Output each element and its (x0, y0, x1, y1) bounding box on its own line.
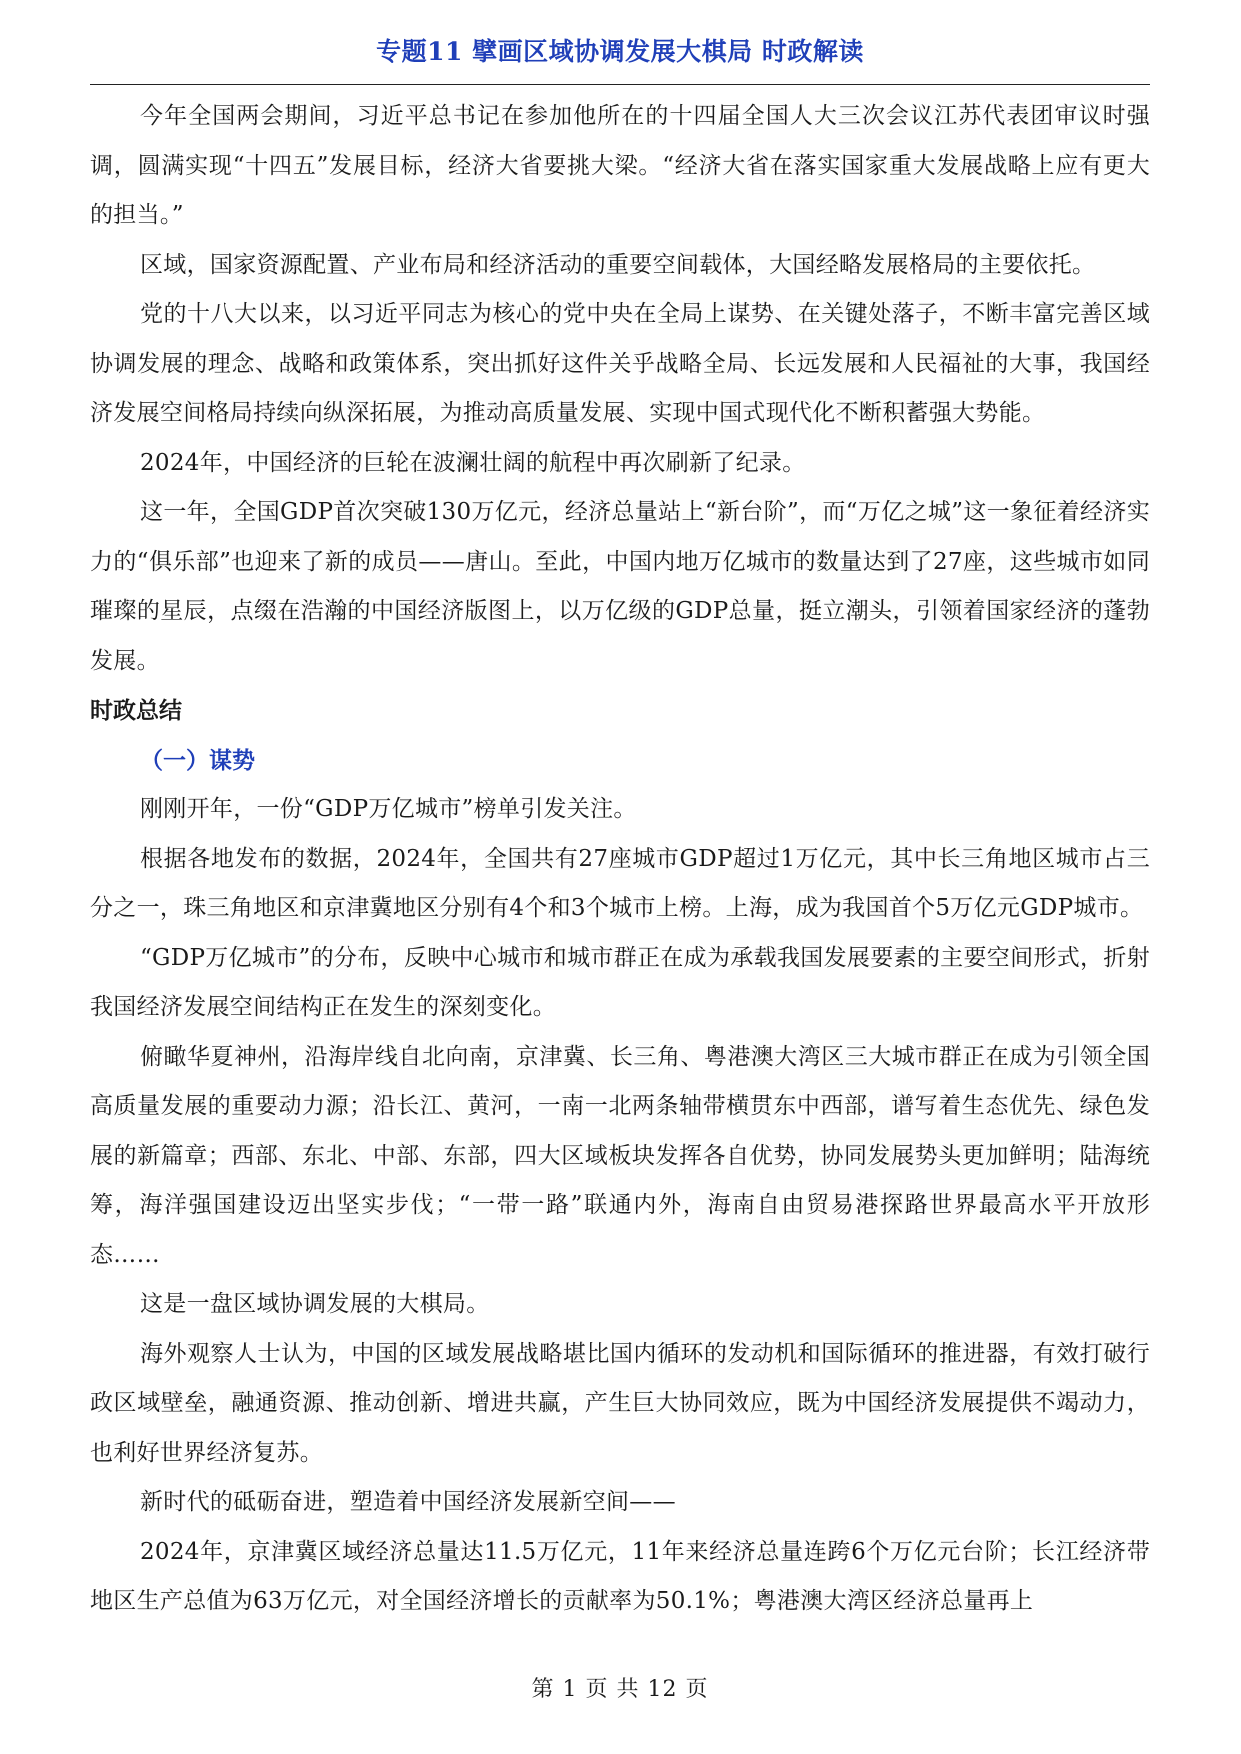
intro-paragraph-5: 这一年，全国GDP首次突破130万亿元，经济总量站上“新台阶”，而“万亿之城”这一象征着经济实力的“俱乐部”也迎来了新的成员——唐山。至此，中国内地万亿城市的数量达到了27座，这些城市如同璀璨的星辰，点缀在浩瀚的中国经济版图上，以万亿级的GDP总量，挺立潮头，引领着国家经济的蓬勃发展。 (90, 499, 1150, 674)
section-paragraph-7: 新时代的砥砺奋进，塑造着中国经济发展新空间—— (140, 1489, 676, 1515)
intro-paragraph-4: 2024年，中国经济的巨轮在波澜壮阔的航程中再次刷新了纪录。 (140, 449, 806, 476)
section-paragraph-2: 根据各地发布的数据，2024年，全国共有27座城市GDP超过1万亿元，其中长三角地区城市占三分之一，珠三角地区和京津冀地区分别有4个和3个城市上榜。上海，成为我国首个5万亿元GDP城市。 (90, 845, 1150, 921)
header-divider (90, 84, 1150, 85)
page-number: 第 1 页 共 12 页 (531, 1677, 709, 1702)
section-paragraph-1: 刚刚开年，一份“GDP万亿城市”榜单引发关注。 (140, 796, 637, 822)
section-paragraph-8: 2024年，京津冀区域经济总量达11.5万亿元，11年来经济总量连跨6个万亿元台阶；长江经济带地区生产总值为63万亿元，对全国经济增长的贡献率为50.1%；粤港澳大湾区经济总量再上 (90, 1538, 1150, 1614)
section-paragraph-5: 这是一盘区域协调发展的大棋局。 (140, 1291, 490, 1317)
intro-paragraph-2: 区域，国家资源配置、产业布局和经济活动的重要空间载体，大国经略发展格局的主要依托。 (140, 251, 1096, 278)
section-paragraph-3: “GDP万亿城市”的分布，反映中心城市和城市群正在成为承载我国发展要素的主要空间形式，折射我国经济发展空间结构正在发生的深刻变化。 (90, 944, 1150, 1020)
intro-paragraph-1: 今年全国两会期间，习近平总书记在参加他所在的十四届全国人大三次会议江苏代表团审议时强调，圆满实现“十四五”发展目标，经济大省要挑大梁。“经济大省在落实国家重大发展战略上应有更大的担当。” (90, 103, 1150, 228)
page-header-title: 专题11 擘画区域协调发展大棋局 时政解读 (376, 37, 864, 66)
document-body (90, 92, 1150, 1627)
subsection-title: （一）谋势 (140, 746, 255, 774)
section-title: 时政总结 (90, 697, 182, 724)
section-paragraph-6: 海外观察人士认为，中国的区域发展战略堪比国内循环的发动机和国际循环的推进器，有效打破行政区域壁垒，融通资源、推动创新、增进共赢，产生巨大协同效应，既为中国经济发展提供不竭动力，也利好世界经济复苏。 (90, 1340, 1150, 1466)
section-paragraph-4: 俯瞰华夏神州，沿海岸线自北向南，京津冀、长三角、粤港澳大湾区三大城市群正在成为引领全国高质量发展的重要动力源；沿长江、黄河，一南一北两条轴带横贯东中西部，谱写着生态优先、绿色发展的新篇章；西部、东北、中部、东部，四大区域板块发挥各自优势，协同发展势头更加鲜明；陆海统筹，海洋强国建设迈出坚实步伐；“一带一路”联通内外，海南自由贸易港探路世界最高水平开放形态…… (90, 1043, 1150, 1268)
intro-paragraph-3: 党的十八大以来，以习近平同志为核心的党中央在全局上谋势、在关键处落子，不断丰富完善区域协调发展的理念、战略和政策体系，突出抓好这件关乎战略全局、长远发展和人民福祉的大事，我国经济发展空间格局持续向纵深拓展，为推动高质量发展、实现中国式现代化不断积蓄强大势能。 (90, 301, 1150, 426)
